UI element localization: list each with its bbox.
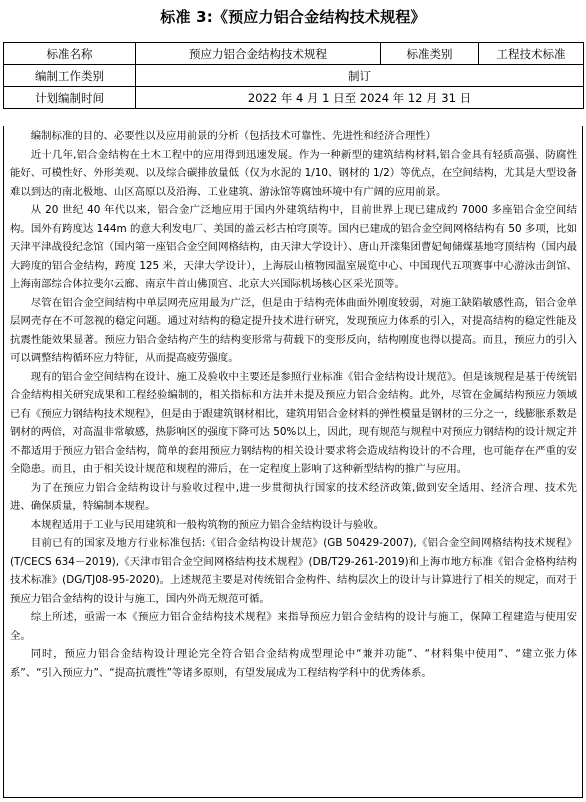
standard-name-label: 标准名称 [4, 43, 136, 65]
plan-time-value: 2022 年 4 月 1 日至 2024 年 12 月 31 日 [136, 87, 584, 109]
table-row-work-type [4, 65, 584, 87]
paragraph-purpose: 为了在预应力铝合金结构设计与验收过程中,进一步贯彻执行国家的技术经济政策,做到安全适用、经济合理、技术先进、确保质量，特编制本规程。 [10, 481, 577, 512]
analysis-heading: 编制标准的目的、必要性以及应用前景的分析（包括技术可靠性、先进性和经济合理性） [30, 130, 437, 142]
paragraph-existing-standards: 现有的铝合金空间结构在设计、施工及验收中主要还是参照行业标准《铝合金结构设计规范》。但是该规程是基于传统铝合金结构相关研究成果和工程经验编制的，相关指标和方法并未提及预应力铝合金结构。此外，尽管在金属结构预应力领域已有《预应力钢结构技术规程》，但是由于跟建筑钢材相比，建筑用铝合金材料的弹性模量是钢材的三分之一，线膨胀系数是钢材的两倍，对高温非常敏感，热影响区的强度下降可达 50%以上，因此，现有规范与规程中对预应力钢结构的设计规定并不都适用于预应力铝合金结构，简单的套用预应力钢结构的相关设计要求将会造成结构设计的不合理，也可能存在严重的安全隐患。而且，由于相关设计规范和规程的滞后，在一定程度上影响了这种新型结构的推广与应用。 [10, 370, 577, 475]
paragraph-background: 近十几年,铝合金结构在土木工程中的应用得到迅速发展。作为一种新型的建筑结构材料,铝合金具有轻质高强、防腐性能好、可模性好、外形美观、以及综合碳排放量低（仅为水泥的 1/10、钢材的 1/2）等优点，在空间结构，尤其是大型设备难以到达的南北极地、山区高原以及沿海、工业建筑、游泳馆等腐蚀环境中有广阔的应用前景。 [10, 148, 577, 198]
work-type-label: 编制工作类别 [4, 65, 136, 87]
paragraph-current-standards: 目前已有的国家及地方行业标准包括:《铝合金结构设计规范》(GB 50429-2007),《铝合金空间网格结构技术规程》(T/CECS 634－2019),《天津市铝合金空间网格结构技术规程》(DB/T29-261-2019)和上海市地方标准《铝合金格构结构技术标准》(DG/TJ08-95-2020)。上述规范主要是对传统铝合金构件、结构层次上的设计与计算进行了相关的规定，而对于预应力铝合金结构的设计与施工，国内外尚无规范可循。 [10, 537, 577, 605]
standard-info-table [3, 42, 584, 109]
plan-time-label: 计划编制时间 [4, 87, 136, 109]
paragraph-scope: 本规程适用于工业与民用建筑和一般构筑物的预应力铝合金结构设计与验收。 [30, 518, 385, 531]
paragraph-stability: 尽管在铝合金空间结构中单层网壳应用最为广泛，但是由于结构壳体曲面外刚度较弱，对施工缺陷敏感性高，铝合金单层网壳存在不可忽视的稳定问题。通过对结构的稳定提升技术进行研究，发现预应力体系的引入，对提高结构的稳定性能及抗震性能效果显著。预应力铝合金结构产生的结构变形常与荷载下的变形反向，结构刚度也得以提高。而且，预应力的引入可以调整结构循环应力特征，从而提高疲劳强度。 [10, 296, 577, 364]
work-type-value: 制订 [136, 65, 584, 87]
standard-name-value: 预应力铝合金结构技术规程 [136, 43, 381, 65]
paragraph-summary: 综上所述，亟需一本《预应力铝合金结构技术规程》来指导预应力铝合金结构的设计与施工，保障工程建造与使用安全。 [10, 611, 577, 642]
page-title: 标准 3:《预应力铝合金结构技术规程》 [160, 8, 426, 26]
paragraph-theory: 同时，预应力铝合金结构设计理论完全符合铝合金结构成型理论中“兼并功能”、“材料集中使用”、“建立张力体系”、“引入预应力”、“提高抗震性”等诸多原则，有望发展成为工程结构学科中的优秀体系。 [10, 648, 577, 679]
table-row-plan-time [4, 87, 584, 109]
analysis-section [3, 126, 583, 798]
paragraph-applications: 从 20 世纪 40 年代以来，铝合金广泛地应用于国内外建筑结构中，目前世界上现已建成约 7000 多座铝合金空间结构。国外有跨度达 144m 的意大利发电厂、美国的盖云杉古柏穹顶等。国内已建成的铝合金空间网格结构有 50 多项，比如天津平津战役纪念馆（国内第一座铝合金空间网格结构，由天津大学设计）、唐山开滦集团曹妃甸储煤基地穹顶结构（国内最大跨度的铝合金结构，跨度 125 米，天津大学设计），上海辰山植物园温室展览中心、中国现代五项赛事中心游泳击剑馆、上海南部综合体拉斐尔云廊、南京牛首山佛顶宫、北京大兴国际机场核心区采光顶等。 [10, 204, 577, 290]
table-row-standard-name [4, 43, 584, 65]
standard-type-label: 标准类别 [381, 43, 479, 65]
standard-type-value: 工程技术标准 [479, 43, 584, 65]
